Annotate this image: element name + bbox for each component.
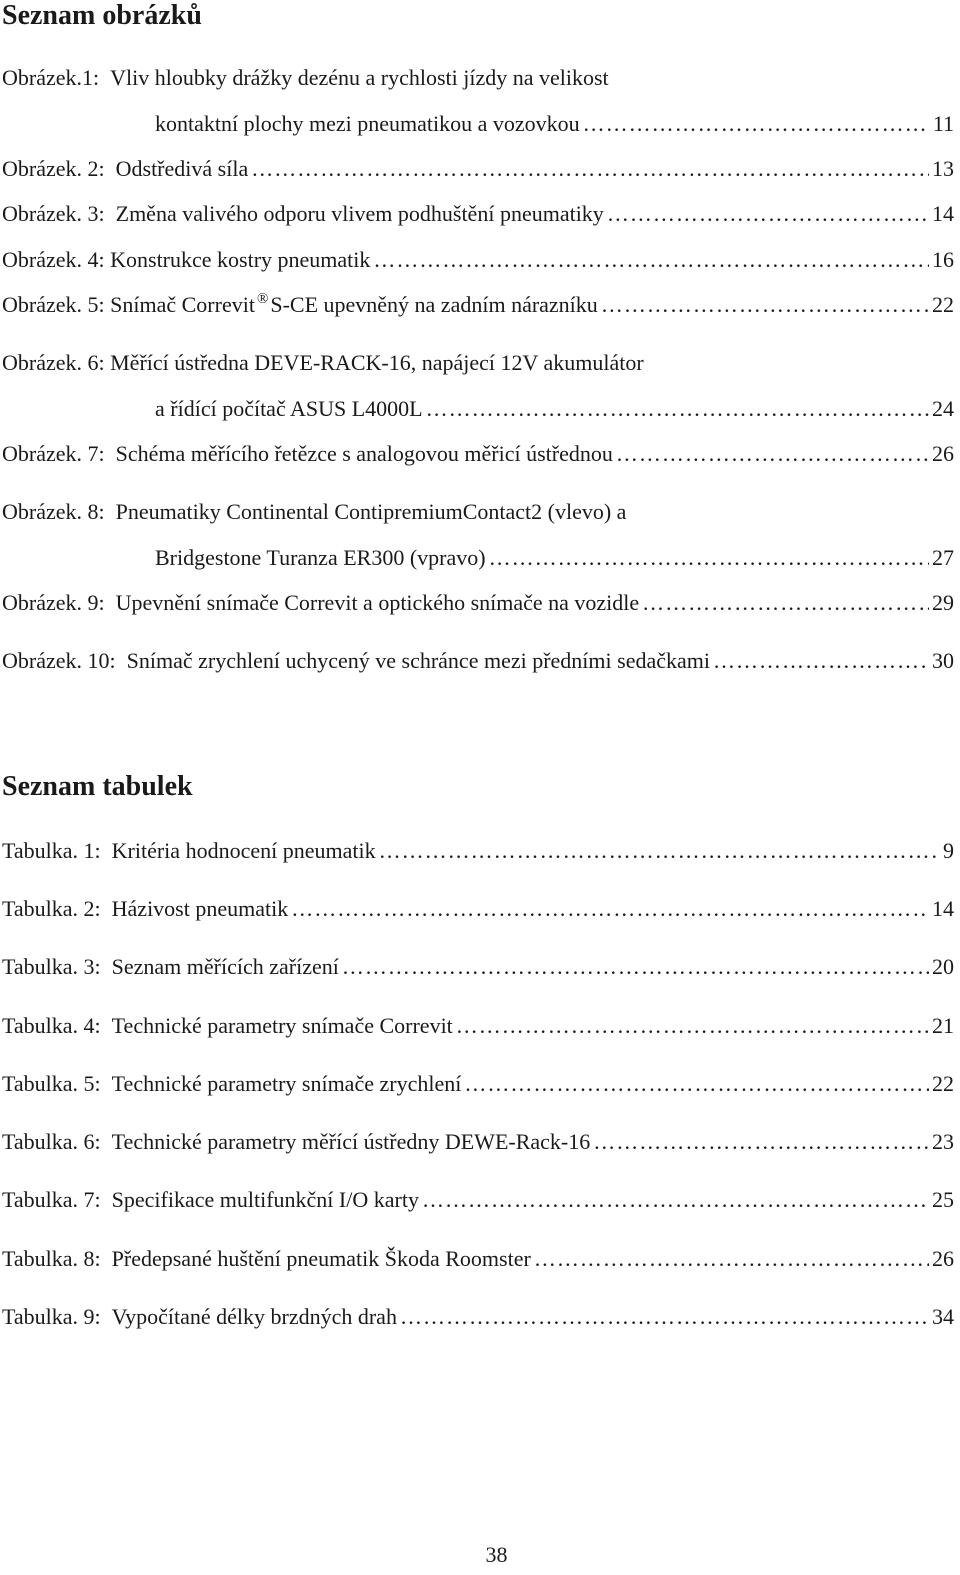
table-entry-3 [2,954,954,980]
entry-label: Tabulka. 7: [2,1187,101,1212]
entry-label: Obrázek. 8: [2,499,105,524]
entry-title-line2: a řídící počítač ASUS L4000L [155,396,423,421]
dot-leader [456,1013,929,1039]
entry-label: Tabulka. 8: [2,1246,101,1271]
entry-label: Tabulka. 2: [2,896,101,921]
entry-title: Konstrukce kostry pneumatik [110,247,371,272]
entry-page: 24 [932,396,954,421]
entry-title-line1: Měřící ústředna DEVE-RACK-16, napájecí 12V akumulátor [110,350,644,375]
entry-label: Obrázek. 2: [2,156,105,181]
entry-page: 29 [932,590,954,615]
entry-page: 27 [932,545,954,570]
entry-title: Předepsané huštění pneumatik Škoda Roomster [111,1246,531,1271]
entry-title: Odstředivá síla [115,156,249,181]
dot-leader [616,441,929,467]
entry-label: Tabulka. 6: [2,1129,101,1154]
dot-leader [422,1187,929,1213]
entry-label: Tabulka. 5: [2,1071,101,1096]
entry-label: Tabulka. 9: [2,1304,101,1329]
entry-title: Házivost pneumatik [111,896,289,921]
dot-leader [464,1071,929,1097]
figure-entry-7 [2,441,954,467]
entry-page: 25 [932,1187,954,1212]
entry-title: Snímač zrychlení uchycený ve schránce mezi předními sedačkami [126,648,710,673]
entry-title: Seznam měřících zařízení [111,954,339,979]
entry-label: Obrázek. 5: [2,292,105,317]
entry-label: Obrázek. 9: [2,590,105,615]
figure-entry-1 [2,65,609,91]
entry-label: Tabulka. 1: [2,838,101,863]
dot-leader [642,590,929,616]
entry-title: Technické parametry měřící ústředny DEWE-Rack-16 [111,1129,591,1154]
entry-title-line1: Vliv hloubky drážky dezénu a rychlosti jízdy na velikost [110,65,609,90]
table-entry-4 [2,1013,954,1039]
entry-label: Obrázek. 4: [2,247,105,272]
entry-page: 34 [932,1304,954,1329]
entry-label: Obrázek. 10: [2,648,116,673]
entry-title: Změna valivého odporu vlivem podhuštění pneumatiky [115,201,604,226]
entry-label: Obrázek. 3: [2,201,105,226]
figure-entry-8 [2,499,626,525]
entry-page: 23 [932,1129,954,1154]
entry-title: Upevnění snímače Correvit a optického snímače na vozidle [115,590,640,615]
dot-leader [426,396,929,422]
entry-title: Specifikace multifunkční I/O karty [111,1187,419,1212]
entry-label: Tabulka. 4: [2,1013,101,1038]
entry-title-line2: Bridgestone Turanza ER300 (vpravo) [155,545,486,570]
entry-label: Obrázek. 7: [2,441,105,466]
entry-title: Vypočítané délky brzdných drah [111,1304,397,1329]
table-entry-7 [2,1187,954,1213]
table-entry-9 [2,1304,954,1330]
entry-page: 21 [932,1013,954,1038]
entry-page: 26 [932,441,954,466]
entry-label: Obrázek.1: [2,65,100,90]
entry-title: Kritéria hodnocení pneumatik [111,838,376,863]
tables-heading: Seznam tabulek [2,771,193,802]
table-entry-6 [2,1129,954,1155]
figure-entry-4 [2,247,954,273]
figure-entry-6 [2,350,644,376]
entry-page: 30 [932,648,954,673]
entry-page: 16 [932,247,954,272]
dot-leader [373,247,929,273]
registered-mark: ® [256,291,269,307]
figure-entry-5 [2,292,954,318]
entry-page: 20 [932,954,954,979]
entry-page: 9 [943,838,954,863]
entry-label: Obrázek. 6: [2,350,105,375]
dot-leader [251,156,929,182]
table-entry-5 [2,1071,954,1097]
figure-entry-3 [2,201,954,227]
entry-title-line2: kontaktní plochy mezi pneumatikou a vozovkou [155,111,580,136]
dot-leader [593,1129,929,1155]
entry-page: 22 [932,292,954,317]
dot-leader [713,648,929,674]
entry-page: 22 [932,1071,954,1096]
entry-title: Technické parametry snímače Correvit [111,1013,453,1038]
entry-title: Technické parametry snímače zrychlení [111,1071,462,1096]
dot-leader [607,201,929,227]
table-entry-8 [2,1246,954,1272]
figure-entry-9 [2,590,954,616]
figure-entry-2 [2,156,954,182]
entry-title: Schéma měřícího řetězce s analogovou měřicí ústřednou [115,441,613,466]
dot-leader [379,838,940,864]
entry-page: 26 [932,1246,954,1271]
entry-title-line1: Pneumatiky Continental ContipremiumContact2 (vlevo) a [115,499,627,524]
figure-entry-10 [2,648,954,674]
entry-page: 11 [932,111,954,136]
page-number: 38 [485,1542,508,1567]
dot-leader [489,545,929,571]
dot-leader [583,111,930,137]
figure-entry-8-cont [2,545,954,571]
dot-leader [400,1304,929,1330]
dot-leader [291,896,929,922]
table-entry-1 [2,838,954,864]
dot-leader [601,292,929,318]
dot-leader [534,1246,929,1272]
entry-page: 14 [932,896,954,921]
entry-page: 13 [932,156,954,181]
entry-page: 14 [932,201,954,226]
figures-heading: Seznam obrázků [2,0,202,31]
figure-entry-1-cont [2,111,954,137]
entry-label: Tabulka. 3: [2,954,101,979]
figure-entry-6-cont [2,396,954,422]
entry-title: Snímač Correvit ®S-CE upevněný na zadním nárazníku [110,291,598,317]
table-entry-2 [2,896,954,922]
dot-leader [342,954,929,980]
